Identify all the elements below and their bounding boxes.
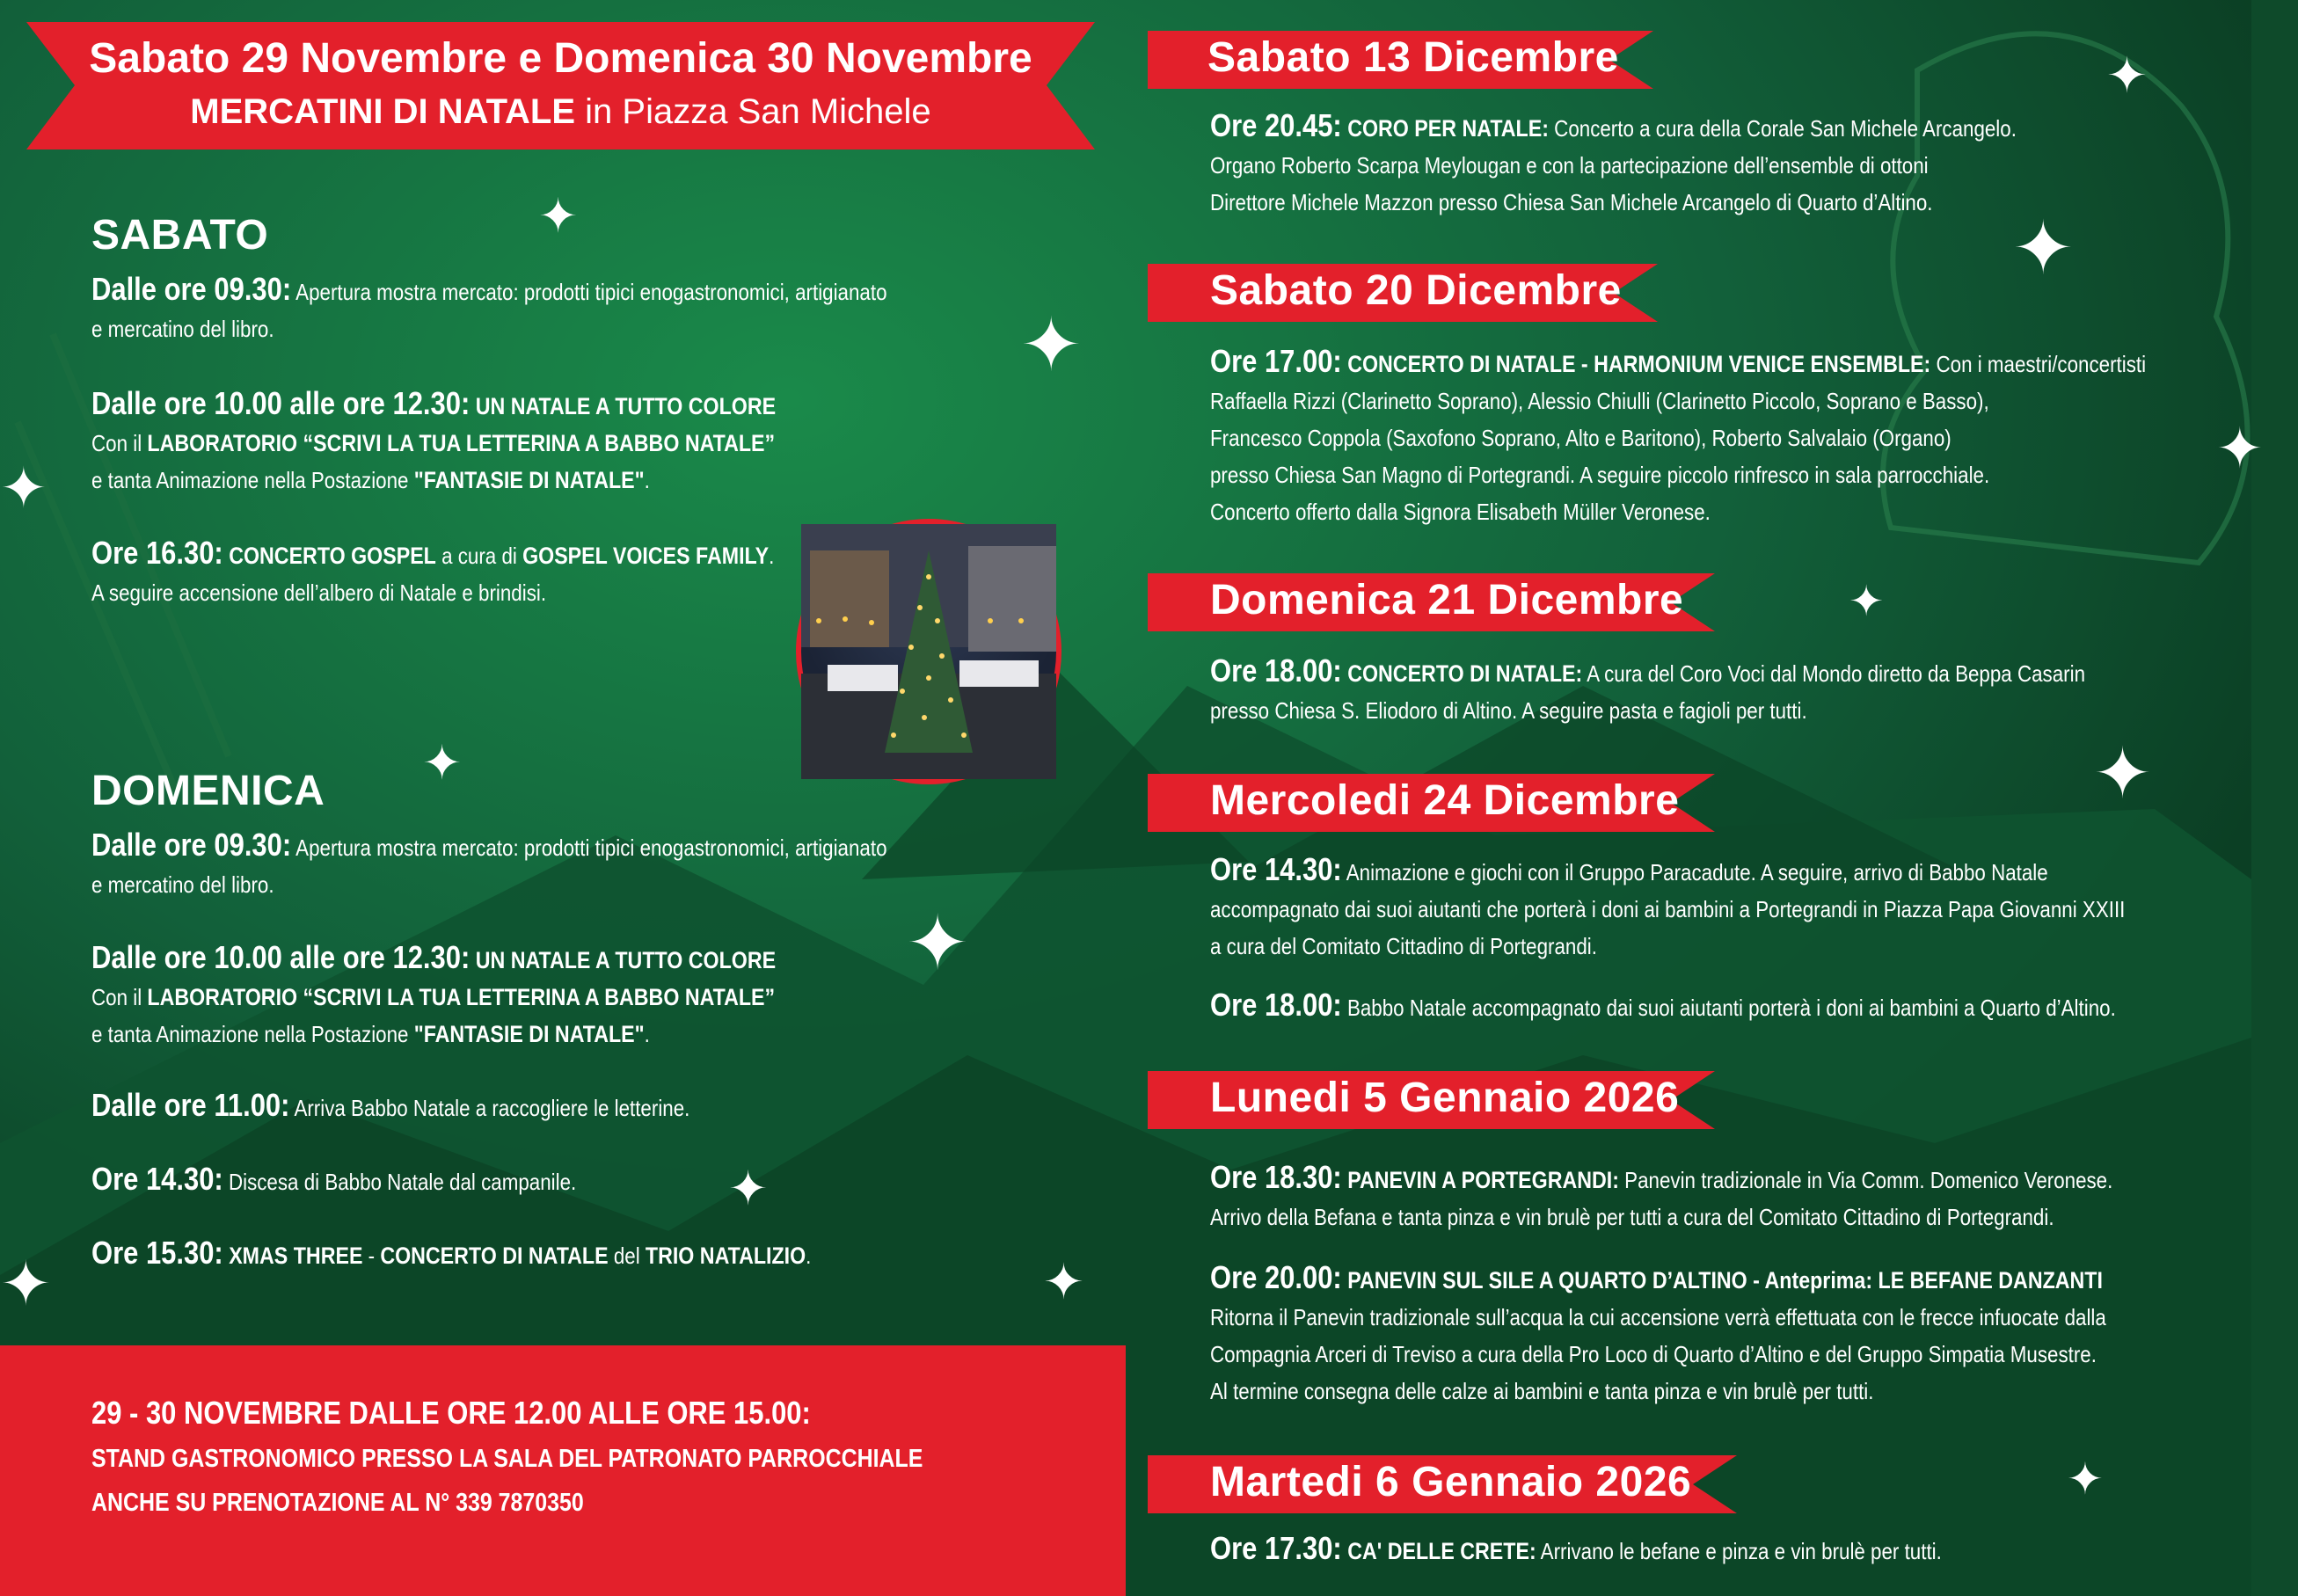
sabato-entry-2 (91, 385, 887, 499)
entry-title: PANEVIN A PORTEGRANDI: (1341, 1167, 1619, 1193)
entry-20-dicembre (1210, 343, 2298, 530)
star-icon: ✦ (2093, 734, 2153, 813)
entry-text: e tanta Animazione nella Postazione (91, 467, 414, 493)
entry-text: Con il (91, 984, 148, 1010)
time-label: Ore 17.30: (1210, 1530, 1342, 1566)
time-label: Dalle ore 09.30: (91, 271, 292, 307)
star-icon: ✦ (2067, 1454, 2104, 1504)
entry-title: CA' DELLE CRETE: (1341, 1538, 1536, 1564)
entry-title: LABORATORIO “SCRIVI LA TUA LETTERINA A BABBO NATALE” (147, 984, 776, 1010)
entry-title: CORO PER NATALE: (1341, 115, 1549, 142)
entry-24-dicembre-2 (1210, 987, 2263, 1026)
entry-text: Panevin tradizionale in Via Comm. Domenico Veronese. (1618, 1167, 2113, 1193)
time-label: Ore 15.30: (91, 1235, 223, 1271)
entry-text: Apertura mostra mercato: prodotti tipici enogastronomici, artigianato (291, 279, 887, 305)
entry-text: Organo Roberto Scarpa Meylougan e con la partecipazione dell’ensemble di ottoni (1210, 152, 1929, 179)
entry-title: TRIO NATALIZIO (645, 1243, 806, 1269)
entry-text: Concerto offerto dalla Signora Elisabeth Müller Veronese. (1210, 499, 1711, 525)
star-icon: ✦ (2216, 417, 2264, 480)
entry-text: Al termine consegna delle calze ai bambini e tanta pinza e vin brulè per tutti. (1210, 1378, 1874, 1404)
entry-text: Con il (91, 430, 148, 456)
entry-title: CONCERTO GOSPEL (223, 543, 436, 569)
entry-6-gennaio (1210, 1530, 2061, 1570)
entry-title: CONCERTO DI NATALE: (1341, 660, 1583, 687)
time-label: Ore 17.00: (1210, 343, 1342, 379)
entry-title: UN NATALE A TUTTO COLORE (470, 947, 777, 973)
entry-text: a cura di (435, 543, 523, 569)
entry-text: . (644, 467, 650, 493)
entry-text: a cura del Comitato Cittadino di Portegrandi. (1210, 933, 1597, 959)
time-label: Ore 18.30: (1210, 1159, 1342, 1195)
heading-5-gennaio: Lunedi 5 Gennaio 2026 (1210, 1075, 1680, 1121)
time-label: Ore 14.30: (1210, 851, 1342, 887)
entry-text: Babbo Natale accompagnato dai suoi aiutanti porterà i doni ai bambini a Quarto d’Altino. (1341, 995, 2116, 1021)
entry-text: Con i maestri/concertisti (1930, 351, 2147, 377)
entry-text: Apertura mostra mercato: prodotti tipici enogastronomici, artigianato (291, 834, 887, 861)
food-stand-box (0, 1345, 1126, 1596)
domenica-entry-2 (91, 939, 887, 1053)
star-icon: ✦ (906, 901, 970, 986)
time-label: Dalle ore 10.00 alle ore 12.30: (91, 385, 471, 421)
time-label: Ore 18.00: (1210, 987, 1342, 1023)
entry-text: Ritorna il Panevin tradizionale sull’acqua la cui accensione verrà effettuata con le frecce infuocate dalla (1210, 1304, 2106, 1330)
entry-title: UN NATALE A TUTTO COLORE (470, 393, 777, 419)
time-label: Ore 18.00: (1210, 652, 1342, 689)
time-label: Dalle ore 09.30: (91, 827, 292, 863)
entry-text: e mercatino del libro. (91, 871, 274, 898)
time-label: Dalle ore 11.00: (91, 1087, 290, 1123)
domenica-entry-1 (91, 827, 1017, 903)
banner-location: in Piazza San Michele (575, 92, 931, 131)
entry-text: e tanta Animazione nella Postazione (91, 1021, 414, 1047)
entry-text: Arriva Babbo Natale a raccogliere le letterine. (289, 1095, 690, 1121)
entry-text: Animazione e giochi con il Gruppo Paracadute. A seguire, arrivo di Babbo Natale (1341, 859, 2048, 885)
entry-text: Discesa di Babbo Natale dal campanile. (223, 1169, 577, 1195)
entry-title: GOSPEL VOICES FAMILY (522, 543, 770, 569)
heading-13-dicembre: Sabato 13 Dicembre (1207, 34, 1619, 81)
star-icon: ✦ (1849, 579, 1885, 625)
food-stand-text (91, 1389, 1058, 1525)
entry-text: del (608, 1243, 646, 1269)
entry-text: presso Chiesa S. Eliodoro di Altino. A seguire pasta e fagioli per tutti. (1210, 697, 1807, 724)
banner-subtitle (26, 87, 1095, 136)
left-banner (26, 31, 1095, 136)
entry-text: Raffaella Rizzi (Clarinetto Soprano), Alessio Chiulli (Clarinetto Piccolo, Soprano e Basso), (1210, 388, 1989, 414)
entry-title: LABORATORIO “SCRIVI LA TUA LETTERINA A BABBO NATALE” (147, 430, 776, 456)
banner-dates: Sabato 29 Novembre e Domenica 30 Novembre (89, 35, 1032, 82)
entry-text: - (362, 1243, 381, 1269)
entry-5-gennaio (1210, 1159, 2259, 1235)
entry-title: XMAS THREE (223, 1243, 363, 1269)
entry-text: e mercatino del libro. (91, 316, 274, 342)
entry-text: A cura del Coro Voci dal Mondo diretto da Beppa Casarin (1582, 660, 2086, 687)
heading-6-gennaio: Martedi 6 Gennaio 2026 (1210, 1459, 1692, 1505)
entry-text: Francesco Coppola (Saxofono Soprano, Alto e Baritono), Roberto Salvalaio (Organo) (1210, 425, 1951, 451)
star-icon: ✦ (2012, 207, 2075, 289)
star-icon: ✦ (538, 190, 579, 243)
entry-title: PANEVIN SUL SILE A QUARTO D’ALTINO - Anteprima: LE BEFANE DANZANTI (1341, 1267, 2103, 1294)
time-label: Ore 20.45: (1210, 107, 1342, 143)
entry-5-gennaio-2 (1210, 1259, 2252, 1410)
domenica-entry-5 (91, 1235, 929, 1274)
entry-title: "FANTASIE DI NATALE" (413, 467, 645, 493)
star-icon: ✦ (2106, 47, 2148, 103)
entry-text: A seguire accensione dell’albero di Natale e brindisi. (91, 579, 547, 606)
food-stand-location: STAND GASTRONOMICO PRESSO LA SALA DEL PATRONATO PARROCCHIALE (91, 1445, 923, 1473)
time-label: Dalle ore 10.00 alle ore 12.30: (91, 939, 471, 975)
entry-13-dicembre (1210, 107, 2148, 221)
star-icon: ✦ (728, 1162, 769, 1215)
entry-text: Direttore Michele Mazzon presso Chiesa San Michele Arcangelo di Quarto d’Altino. (1210, 189, 1933, 215)
domenica-entry-4 (91, 1161, 655, 1200)
star-icon: ✦ (0, 456, 47, 520)
food-stand-title: 29 - 30 NOVEMBRE DALLE ORE 12.00 ALLE ORE 15.00: (91, 1395, 811, 1431)
heading-24-dicembre: Mercoledi 24 Dicembre (1210, 777, 1680, 824)
star-icon: ✦ (422, 737, 463, 790)
sabato-entry-1 (91, 271, 1017, 347)
time-label: Ore 16.30: (91, 535, 223, 571)
heading-20-dicembre: Sabato 20 Dicembre (1210, 267, 1622, 314)
entry-text: Compagnia Arceri di Treviso a cura della Pro Loco di Quarto d’Altino e del Gruppo Simpatia Musestre. (1210, 1341, 2097, 1367)
entry-text: Concerto a cura della Corale San Michele Arcangelo. (1548, 115, 2017, 142)
star-icon: ✦ (1020, 303, 1083, 386)
sabato-entry-3 (91, 535, 886, 611)
entry-24-dicembre (1210, 851, 2274, 965)
entry-text: . (806, 1243, 812, 1269)
entry-text: . (769, 543, 775, 569)
star-icon: ✦ (0, 1250, 52, 1318)
time-label: Ore 20.00: (1210, 1259, 1342, 1295)
entry-21-dicembre (1210, 652, 2228, 729)
entry-text: presso Chiesa San Magno di Portegrandi. A seguire piccolo rinfresco in sala parrocchiale. (1210, 462, 1990, 488)
entry-text: Arrivo della Befana e tanta pinza e vin brulè per tutti a cura del Comitato Cittadino di Portegrandi. (1210, 1204, 2054, 1230)
entry-title: "FANTASIE DI NATALE" (413, 1021, 645, 1047)
banner-event: MERCATINI DI NATALE (190, 92, 576, 131)
food-stand-phone: ANCHE SU PRENOTAZIONE AL N° 339 7870350 (91, 1489, 584, 1517)
domenica-heading: DOMENICA (91, 768, 325, 814)
entry-text: Arrivano le befane e pinza e vin brulè per tutti. (1536, 1538, 1942, 1564)
entry-title: CONCERTO DI NATALE (380, 1243, 609, 1269)
domenica-entry-3 (91, 1087, 787, 1126)
entry-text: accompagnato dai suoi aiutanti che porterà i doni ai bambini a Portegrandi in Piazza Papa Giovanni XXIII (1210, 896, 2126, 922)
christmas-tree-photo (796, 519, 1061, 784)
star-icon: ✦ (1043, 1254, 1084, 1309)
entry-title: CONCERTO DI NATALE - HARMONIUM VENICE ENSEMBLE: (1341, 351, 1931, 377)
time-label: Ore 14.30: (91, 1161, 223, 1197)
entry-text: . (644, 1021, 650, 1047)
sabato-heading: SABATO (91, 212, 269, 259)
heading-21-dicembre: Domenica 21 Dicembre (1210, 577, 1684, 623)
